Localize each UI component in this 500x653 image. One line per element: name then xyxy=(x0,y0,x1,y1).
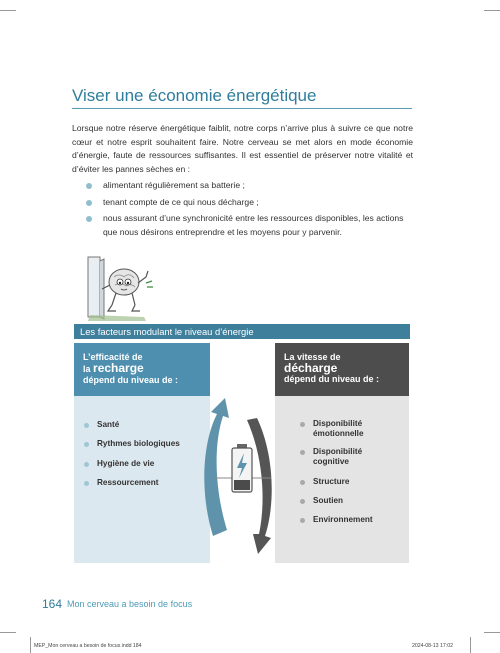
list-item: Ressourcement xyxy=(84,478,204,488)
page-number: 164 xyxy=(42,597,63,611)
list-item: Disponibilité émotionnelle xyxy=(300,419,400,440)
bullet-icon xyxy=(84,442,89,447)
list-item: nous assurant d’une synchronicité entre les ressources disponibles, les actions que nous désirons entreprendre et les moyens pour y parvenir. xyxy=(86,212,413,239)
bullet-icon xyxy=(300,499,305,504)
factors-box-header: Les facteurs modulant le niveau d’énergie xyxy=(74,324,410,339)
crop-mark xyxy=(470,637,471,653)
crop-mark xyxy=(0,632,16,633)
list-item: tenant compte de ce qui nous décharge ; xyxy=(86,196,413,210)
crop-mark xyxy=(0,10,16,11)
list-item: Disponibilité cognitive xyxy=(300,447,400,468)
bullet-icon xyxy=(84,462,89,467)
title-underline xyxy=(72,108,412,109)
bullet-icon xyxy=(300,480,305,485)
crop-mark xyxy=(30,637,31,653)
list-item: Environnement xyxy=(300,515,400,525)
recharge-arrow-icon xyxy=(204,398,229,536)
recharge-heading-line1: L’efficacité de xyxy=(83,352,143,362)
recharge-heading-prefix: la xyxy=(83,364,91,374)
bullet-icon xyxy=(86,216,92,222)
recharge-keyword: recharge xyxy=(93,361,144,375)
discharge-heading-line1: La vitesse de xyxy=(284,352,341,362)
crop-mark xyxy=(484,10,500,11)
list-item: alimentant régulièrement sa batterie ; xyxy=(86,179,413,193)
print-slug-datetime: 2024-08-13 17:02 xyxy=(412,643,453,649)
discharge-heading xyxy=(275,343,409,396)
recharge-heading xyxy=(74,343,210,396)
recharge-heading-line3: dépend du niveau de : xyxy=(83,375,179,385)
list-item: Structure xyxy=(300,477,400,487)
bullet-icon xyxy=(86,200,92,206)
list-item: Santé xyxy=(84,420,204,430)
brain-mascot-illustration xyxy=(86,255,156,321)
bullet-icon xyxy=(84,481,89,486)
bullet-icon xyxy=(86,183,92,189)
print-slug-file: MEP_Mon cerveau a besoin de focus.indd 184 xyxy=(34,643,142,649)
bullet-icon xyxy=(300,450,305,455)
section-title: Viser une économie énergétique xyxy=(72,86,317,105)
list-item: Rythmes biologiques xyxy=(84,439,204,449)
bullet-icon xyxy=(300,518,305,523)
bullet-icon xyxy=(300,422,305,427)
discharge-keyword: décharge xyxy=(284,361,338,375)
discharge-factor-list xyxy=(300,419,400,526)
recharge-factor-list xyxy=(84,420,204,489)
list-item: Hygiène de vie xyxy=(84,459,204,469)
bullet-icon xyxy=(84,423,89,428)
energy-cycle-graphic xyxy=(195,396,290,556)
bullet-list xyxy=(86,179,413,242)
list-item: Soutien xyxy=(300,496,400,506)
discharge-heading-line3: dépend du niveau de : xyxy=(284,374,380,384)
running-footer-title: Mon cerveau a besoin de focus xyxy=(67,599,193,609)
crop-mark xyxy=(484,632,500,633)
intro-paragraph: Lorsque notre réserve énergétique faiblit, notre corps n’arrive plus à suivre ce que notre cœur et notre esprit souhaitent faire. Notre cerveau se met alors en mode économie d’énergie, faute de ressources suffisantes. Il est essentiel de préserver notre vitalité et d’éviter les pannes sèches en : xyxy=(72,123,413,174)
